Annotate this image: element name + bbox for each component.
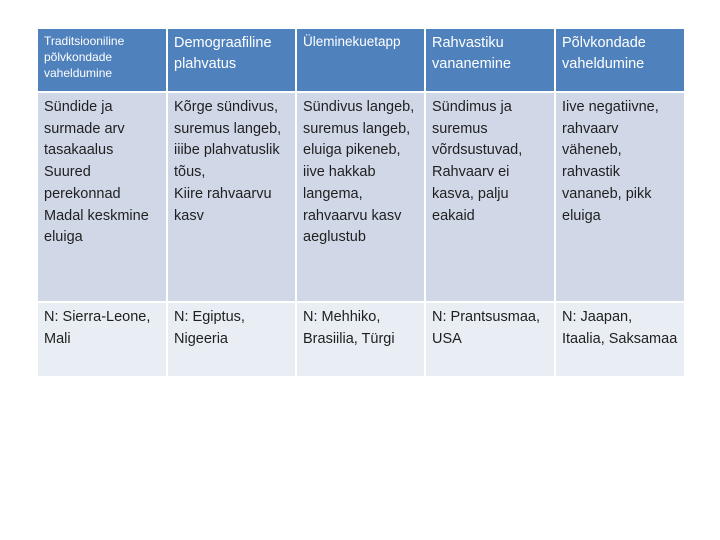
demographic-transition-table [36, 27, 686, 378]
table-row [37, 92, 685, 302]
table-cell: N: Sierra-Leone, Mali [37, 302, 167, 377]
table-cell: Kõrge sündivus, suremus langeb, iiibe plahvatuslik tõus, Kiire rahvaarvu kasv [167, 92, 296, 302]
table-cell: Iive negatiivne, rahvaarv väheneb, rahvastik vananeb, pikk eluiga [555, 92, 685, 302]
header-cell-generations: Põlvkondade vaheldumine [555, 28, 685, 92]
table-cell: Sündimus ja suremus võrdsustuvad, Rahvaarv ei kasva, palju eakaid [425, 92, 555, 302]
table-cell: N: Prantsusmaa, USA [425, 302, 555, 377]
header-cell-transition: Üleminekuetapp [296, 28, 425, 92]
table-row [37, 302, 685, 377]
header-cell-aging: Rahvastiku vananemine [425, 28, 555, 92]
table-cell: Sündivus langeb, suremus langeb, eluiga pikeneb, iive hakkab langema, rahvaarvu kasv aeglustub [296, 92, 425, 302]
table-cell: N: Egiptus, Nigeeria [167, 302, 296, 377]
table-cell: Sündide ja surmade arv tasakaalus Suured perekonnad Madal keskmine eluiga [37, 92, 167, 302]
table-cell: N: Jaapan, Itaalia, Saksamaa [555, 302, 685, 377]
header-cell-traditional: Traditsiooniline põlvkondade vaheldumine [37, 28, 167, 92]
table-cell: N: Mehhiko, Brasiilia, Türgi [296, 302, 425, 377]
table-header-row [37, 28, 685, 92]
header-cell-explosion: Demograafiline plahvatus [167, 28, 296, 92]
